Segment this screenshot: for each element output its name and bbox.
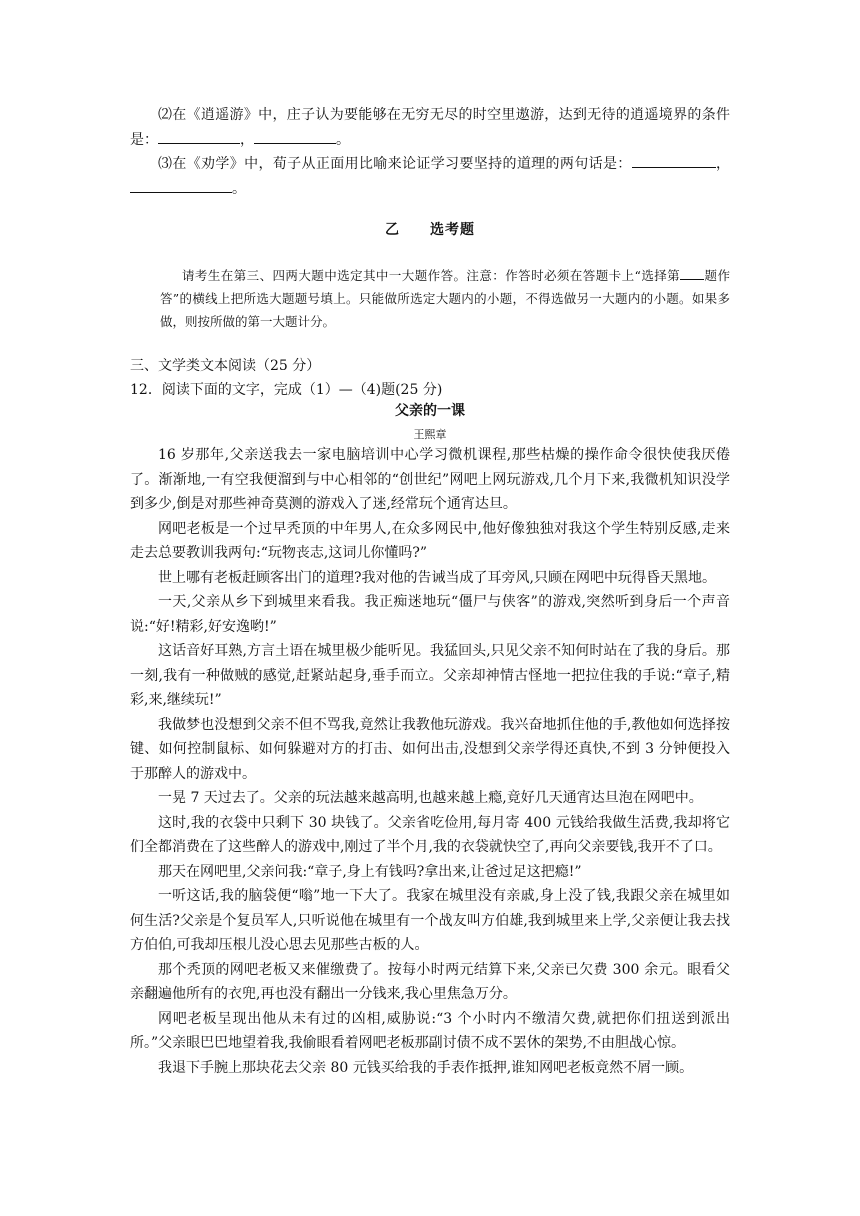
question-3-text: ⑶在《劝学》中，荀子从正面用比喻来论证学习要坚持的道理的两句话是： [158,156,632,172]
question-2 [130,103,730,152]
answer-blank[interactable] [158,129,240,144]
question-3 [130,152,730,201]
answer-blank[interactable] [632,153,716,168]
article-paragraph: 我做梦也没想到父亲不但不骂我,竟然让我教他玩游戏。我兴奋地抓住他的手,教他如何选择按键、如何控制鼠标、如何躲避对方的打击、如何出击,没想到父亲学得还真快,不到 3 分钟便投入于那醉人的游戏中。 [130,716,730,782]
note-text: 请考生在第三、四两大题中选定其中一大题作答。注意：作答时必须在答题卡上“选择第 [182,268,681,283]
article-paragraph: 网吧老板呈现出他从未有过的凶相,威胁说:“3 个小时内不缴清欠费,就把你们扭送到派出所。”父亲眼巴巴地望着我,我偷眼看着网吧老板那副讨债不成不罢休的架势,不由胆战心惊。 [130,1010,730,1051]
note-blank [680,268,704,280]
question-12-heading: 12．阅读下面的文字，完成（1）—（4)题(25 分) [130,382,443,398]
instruction-note [160,264,730,333]
article-paragraph: 16 岁那年,父亲送我去一家电脑培训中心学习微机课程,那些枯燥的操作命令很快使我厌倦了。渐渐地,一有空我便溜到与中心相邻的“创世纪”网吧上网玩游戏,几个月下来,我微机知识没学到多少,倒是对那些神奇莫测的游戏入了迷,经常玩个通宵达旦。 [130,447,730,512]
separator: ， [715,156,731,172]
part-3-heading: 三、文学类文本阅读（25 分） [130,358,321,374]
separator: ， [240,131,254,148]
article-paragraph: 一天,父亲从乡下到城里来看我。我正痴迷地玩“僵尸与侠客”的游戏,突然听到身后一个声音说:“好!精彩,好安逸哟!” [130,594,730,635]
article-title: 父亲的一课 [395,403,465,419]
article-body [130,443,730,1080]
period: 。 [232,180,246,197]
answer-blank[interactable] [254,129,336,144]
article-paragraph: 我退下手腕上那块花去父亲 80 元钱买给我的手表作抵押,谁知网吧老板竟然不屑一顾。 [158,1059,694,1076]
article-author: 王熙章 [413,428,447,441]
note-text: 题作答”的横线上把所选大题题号填上。只能做所选定大题内的小题，不得选做另一大题内的小题。如果多做，则按所做的第一大题计分。 [160,268,730,329]
answer-blank[interactable] [130,178,232,193]
article-paragraph: 那天在网吧里,父亲问我:“章子,身上有钱吗?拿出来,让爸过足这把瘾!” [158,863,582,880]
period: 。 [336,131,350,148]
question-2-text: ⑵在《逍遥游》中，庄子认为要能够在无穷无尽的时空里遨游，达到无待的逍遥境界的条件是： [130,107,730,148]
article-paragraph: 网吧老板是一个过早秃顶的中年男人,在众多网民中,他好像独独对我这个学生特别反感,走来走去总要教训我两句:“玩物丧志,这词儿你懂吗?” [130,520,730,561]
article-paragraph: 那个秃顶的网吧老板又来催缴费了。按每小时两元结算下来,父亲已欠费 300 余元。眼看父亲翻遍他所有的衣兜,再也没有翻出一分钱来,我心里焦急万分。 [130,961,730,1002]
article-paragraph: 这时,我的衣袋中只剩下 30 块钱了。父亲省吃俭用,每月寄 400 元钱给我做生活费,我却将它们全都消费在了这些醉人的游戏中,刚过了半个月,我的衣袋就快空了,再向父亲要钱,我开不了口。 [130,814,730,855]
article-paragraph: 这话音好耳熟,方言土语在城里极少能听见。我猛回头,只见父亲不知何时站在了我的身后。那一刻,我有一种做贼的感觉,赶紧站起身,垂手而立。父亲却神情古怪地一把拉住我的手说:“章子,精彩,来,继续玩!” [130,643,730,708]
article-paragraph: 一听这话,我的脑袋便“嗡”地一下大了。我家在城里没有亲戚,身上没了钱,我跟父亲在城里如何生活?父亲是个复员军人,只听说他在城里有一个战友叫方伯雄,我到城里来上学,父亲便让我去找方伯伯,可我却压根儿没心思去见那些古板的人。 [130,888,730,953]
article-paragraph: 一晃 7 天过去了。父亲的玩法越来越高明,也越来越上瘾,竟好几天通宵达旦泡在网吧中。 [158,790,703,806]
article-paragraph: 世上哪有老板赶顾客出门的道理?我对他的告诫当成了耳旁风,只顾在网吧中玩得昏天黑地。 [158,569,716,586]
section-title-elective: 乙 选考题 [385,222,475,238]
